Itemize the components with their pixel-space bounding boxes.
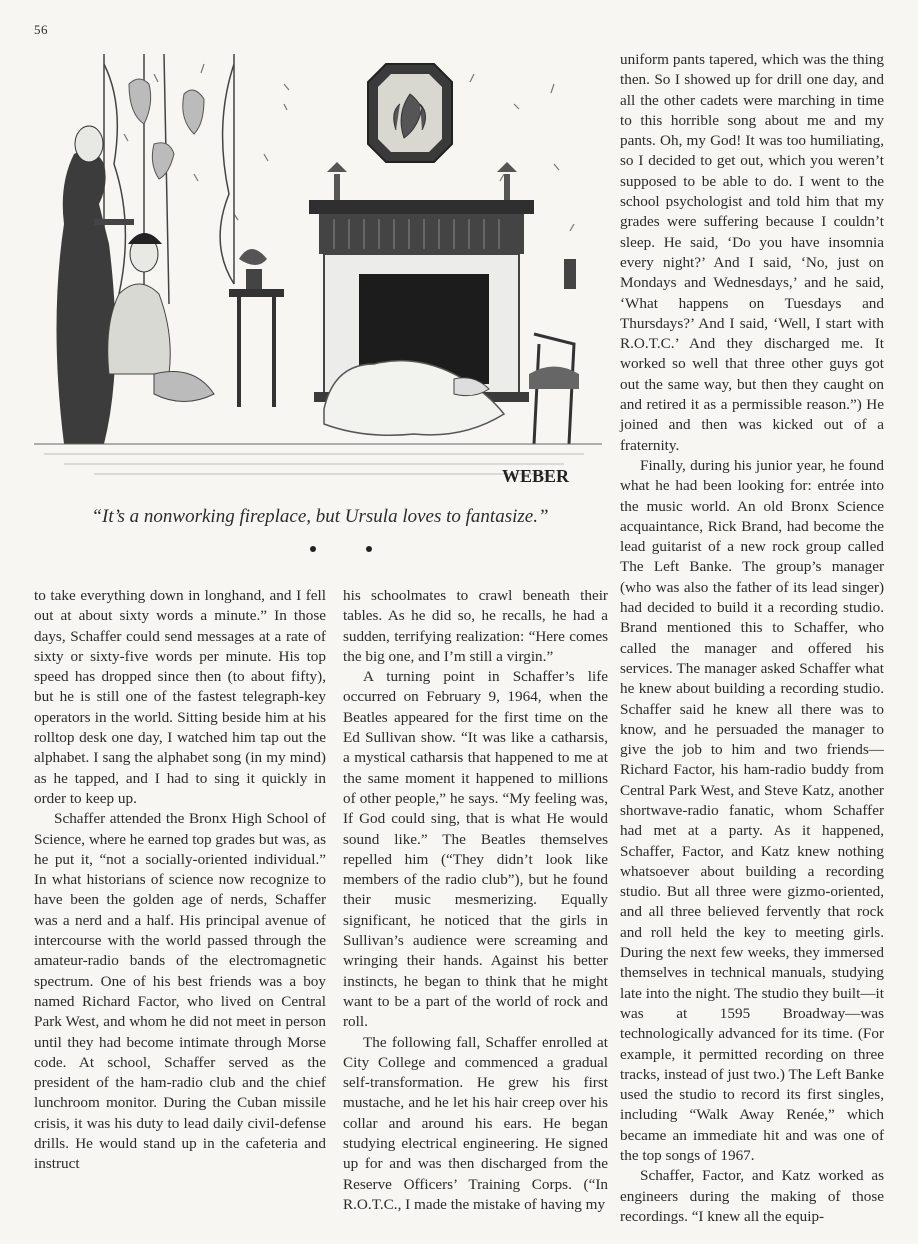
- separator-dot: [310, 546, 316, 552]
- cartoon-illustration: [34, 44, 602, 494]
- paragraph: his schoolmates to crawl beneath their tables. As he did so, he recalls, he had a sudden, terrifying realization: “Here comes the big one, and I’m still a virgin.”: [343, 587, 608, 665]
- paragraph: Finally, during his junior year, he found what he had been looking for: entrée into the music world. An old Bronx Science acquaintance, Rick Brand, had become the lead guitarist of a new rock group called The Left Banke. The group’s manager (who was also the father of its lead singer) had decided to build it a recording studio. Brand mentioned this to Schaffer, who called the manager and offered his services. The manager asked Schaffer what he knew about building a recording studio. Schaffer said he knew all there was to know, and he persuaded the manager to give the job to him and two friends—Richard Factor, his ham-radio buddy from Central Park West, and Steve Katz, another shortwave-radio fanatic, whom Schaffer had met at a party. As it happened, Schaffer, Factor, and Katz knew nothing whatsoever about building a recording studio. But all three were gizmo-oriented, and all three believed fervently that rock and roll held the key to meeting girls. During the next few weeks, they immersed themselves in technical manuals, studying late into the night. The studio they built—it was at 1595 Broadway—was technologically advanced for its time. (For example, it permitted recording on three tracks, instead of just two.) The Left Banke used the studio to record its first singles, including “Walk Away Renée,” which became an immediate hit and was one of the top songs of 1967.: [620, 456, 884, 1165]
- text-column-2: [343, 586, 608, 1215]
- text-column-3: [620, 50, 884, 1227]
- cartoon-signature: WEBER: [502, 466, 570, 486]
- separator-dot: [366, 546, 372, 552]
- paragraph: Schaffer attended the Bronx High School of Science, where he earned top grades but was, as he put it, “not a socially-oriented individual.” In what historians of science now recognize to have been the golden age of nerds, Schaffer was a nerd and a half. His principal avenue of intercourse with the world passed through the amateur-radio bands of the electromagnetic spectrum. One of his best friends was a boy named Richard Factor, who lived on Central Park West, and whom he did not meet in person until they had become intimate through Morse code. At school, Schaffer served as the president of the ham-radio club and the chief lunchroom monitor. During the Cuban missile crisis, it was his duty to lead daily civil-defense drills. He would stand up in the cafeteria and instruct: [34, 810, 326, 1173]
- paragraph: A turning point in Schaffer’s life occurred on February 9, 1964, when the Beatles appeared for the first time on the Ed Sullivan show. “It was like a catharsis, a mystical catharsis that happened to me at the same moment it happened to millions of other people,” he says. “My feeling was, If God could sing, that is what He would sound like.” The Beatles themselves repelled him (“They didn’t look like members of the radio club”), but he found their music mesmerizing. Equally significant, he noticed that the girls in Sullivan’s audience were screaming and wringing their hands. Against his better instincts, he began to think that he might want to be a part of the world of rock and roll.: [343, 668, 608, 1031]
- paragraph: uniform pants tapered, which was the thing then. So I showed up for drill one day, and all the other cadets were marching in time to this horrible song about me and my pants. Oh, my God! It was too humiliating, so I decided to get out, which you weren’t supposed to be able to do. I went to the school psychologist and told him that my grades were suffering because I couldn’t sleep. He said, ‘Do you have insomnia every night?’ And I said, ‘No, just on Mondays and Wednesdays,’ and he said, ‘What happens on Tuesdays and Thursdays?’ And I said, ‘Well, I start with R.O.T.C.’ And they discharged me. It worked so well that three other guys got out the same way, but then they caught on and retired it as a permissible reason.”) He joined and then was kicked out of a fraternity.: [620, 51, 884, 454]
- cartoon-caption: “It’s a nonworking fireplace, but Ursula loves to fantasize.”: [91, 506, 549, 527]
- text-column-1: [34, 586, 326, 1175]
- paragraph: Schaffer, Factor, and Katz worked as engineers during the making of those recordings. “I knew all the equip-: [620, 1167, 884, 1225]
- paragraph: The following fall, Schaffer enrolled at City College and commenced a gradual self-transformation. He grew his first mustache, and he let his hair creep over his collar and around his ears. He began studying electrical engineering. He signed up for and was then discharged from the Reserve Officers’ Training Corps. (“In R.O.T.C., I made the mistake of having my: [343, 1033, 608, 1213]
- paragraph: to take everything down in longhand, and I fell out at about sixty words a minute.” In those days, Schaffer could send messages at a rate of sixty or sixty-five words per minute. His top speed has dropped since then (to about fifty), but he is still one of the fastest telegraph-key operators in the world. Sitting beside him at his rolltop desk one day, I watched him tap out the alphabet. I sang the alphabet song (in my mind) as he tapped, and I had to sing it quickly in order to keep up.: [34, 587, 326, 807]
- section-separator: [300, 546, 380, 558]
- page-number: 56: [34, 22, 48, 37]
